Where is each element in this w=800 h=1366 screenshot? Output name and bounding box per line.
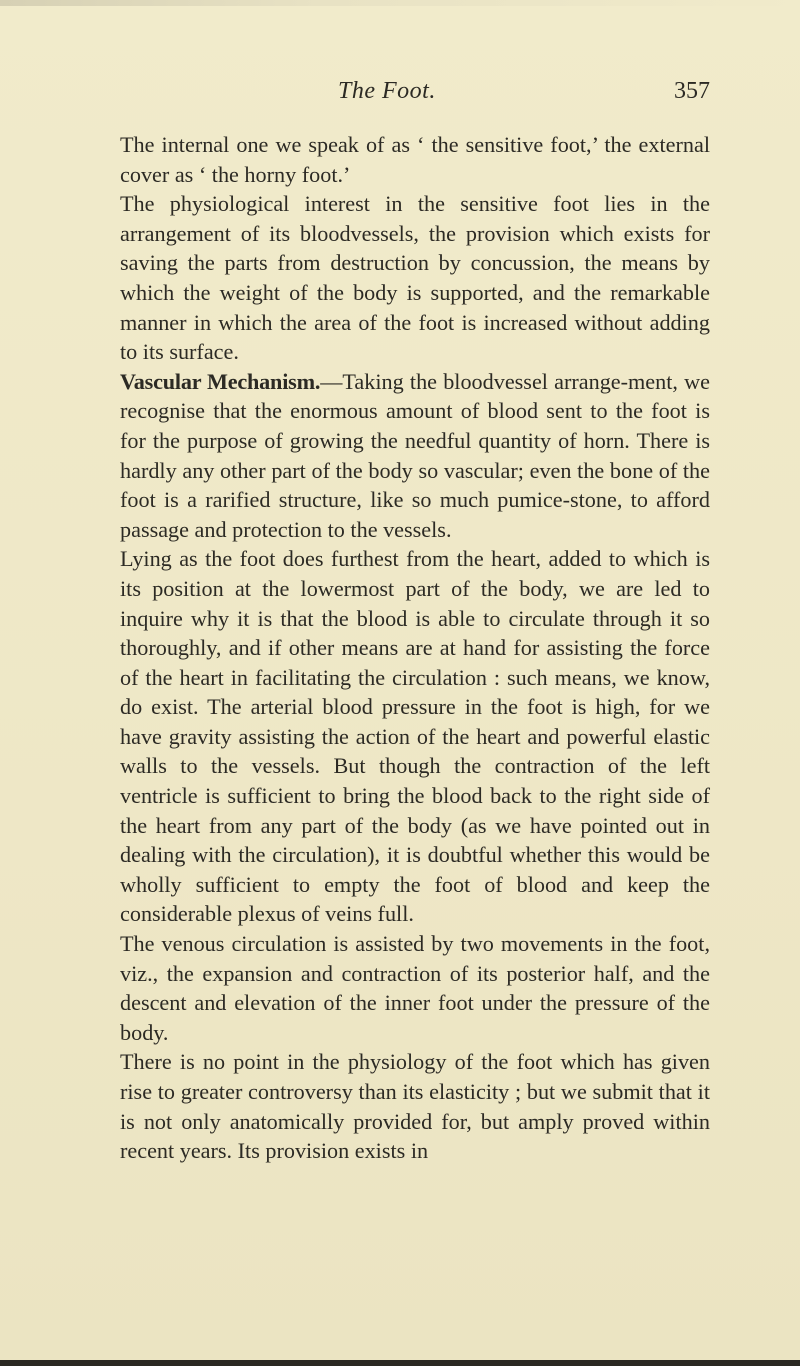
body-text	[120, 130, 710, 1166]
section-heading: Vascular Mechanism.	[120, 368, 321, 394]
paragraph	[120, 130, 710, 189]
paragraph-text: The internal one we speak of as ‘ the sensitive foot,’ the external cover as ‘ the horny foot.’	[120, 132, 710, 187]
paragraph	[120, 544, 710, 929]
paragraph-vascular-mechanism	[120, 367, 710, 545]
paragraph-text: The physiological interest in the sensitive foot lies in the arrangement of its bloodvessels, the provision which exists for saving the parts from destruction by concussion, the means by which the weight of the body is supported, and the remarkable manner in which the area of the foot is increased without adding to its surface.	[120, 191, 710, 365]
paragraph	[120, 189, 710, 367]
page-bottom-edge	[0, 1360, 800, 1366]
paragraph-text: —Taking the bloodvessel arrange-ment, we recognise that the enormous amount of blood sent to the foot is for the purpose of growing the needful quantity of horn. There is hardly any other part of the body so vascular; even the bone of the foot is a rarified structure, like so much pumice-stone, to afford passage and protection to the vessels.	[120, 368, 711, 542]
paragraph-text: The venous circulation is assisted by two movements in the foot, viz., the expansion and contraction of its posterior half, and the descent and elevation of the inner foot under the pressure of the body.	[120, 931, 710, 1045]
paragraph	[120, 1047, 710, 1165]
paragraph	[120, 929, 710, 1047]
running-title: The Foot.	[338, 78, 436, 104]
paragraph-text: Lying as the foot does furthest from the heart, added to which is its position at the lowermost part of the body, we are led to inquire why it is that the blood is able to circulate through it so thoroughly, and if other means are at hand for assisting the force of the heart in facilitating the circulation : such means, we know, do exist. The arterial blood pressure in the foot is high, for we have gravity assisting the action of the heart and powerful elastic walls to the vessels. But though the contraction of the left ventricle is sufficient to bring the blood back to the right side of the heart from any part of the body (as we have pointed out in dealing with the circulation), it is doubtful whether this would be wholly sufficient to empty the foot of blood and keep the considerable plexus of veins full.	[120, 546, 710, 927]
page-top-edge	[0, 0, 800, 6]
page-header	[120, 78, 710, 114]
paragraph-text: There is no point in the physiology of the foot which has given rise to greater controversy than its elasticity ; but we submit that it is not only anatomically provided for, but amply proved within recent years. Its provision exists in	[120, 1049, 710, 1164]
page-number: 357	[674, 78, 710, 104]
